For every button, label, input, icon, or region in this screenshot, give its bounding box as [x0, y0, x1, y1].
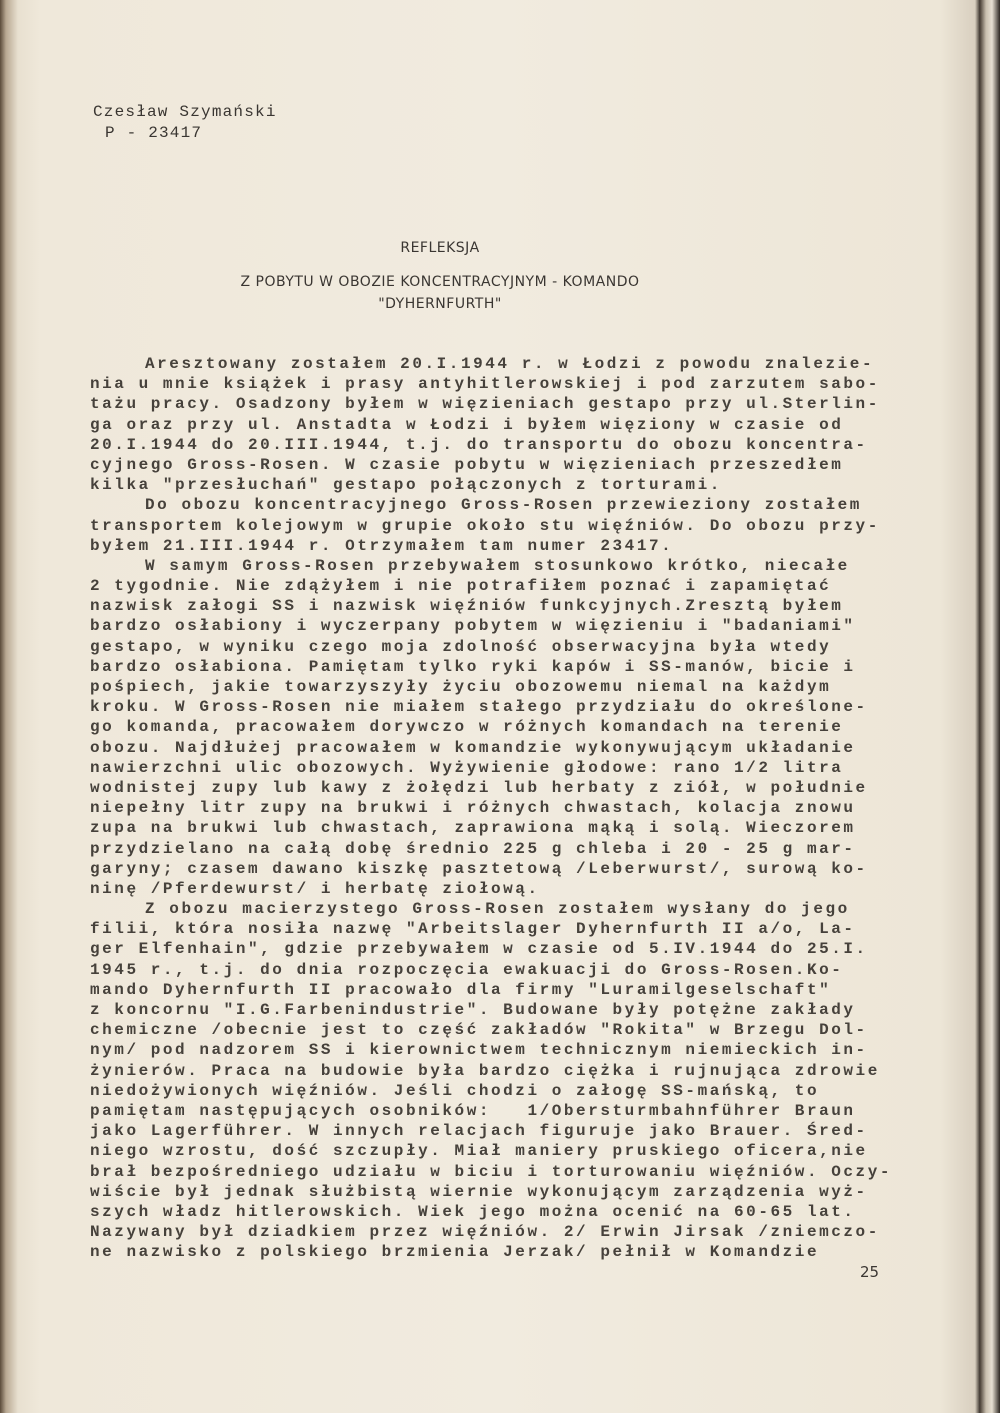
- text-line: z koncornu "I.G.Farbenindustrie". Budowane były potężne zakłady: [90, 1001, 856, 1019]
- text-line: cyjnego Gross-Rosen. W czasie pobytu w więzieniach przeszedłem: [90, 455, 844, 474]
- document-body: [90, 354, 910, 1262]
- text-line: chemiczne /obecnie jest to część zakładów "Rokita" w Brzegu Dol-: [90, 1021, 868, 1040]
- text-line: zupa na brukwi lub chwastach, zaprawiona mąką i solą. Wieczorem: [90, 819, 856, 838]
- text-line: tażu pracy. Osadzony byłem w więzieniach gestapo przy ul.Sterlin-: [90, 395, 880, 414]
- text-line: ga oraz przy ul. Anstadta w Łodzi i byłem więziony w czasie od: [90, 415, 844, 434]
- text-line: 20.I.1944 do 20.III.1944, t.j. do transportu do obozu koncentra-: [90, 435, 868, 454]
- text-line: transportem kolejowym w grupie około stu więźniów. Do obozu przy-: [90, 516, 880, 535]
- text-line: nawierzchni ulic obozowych. Wyżywienie głodowe: rano 1/2 litra: [90, 758, 844, 777]
- title-line-2: Z POBYTU W OBOZIE KONCENTRACYJNYM - KOMANDO: [240, 274, 640, 290]
- text-line: wiście był jednak służbistą wiernie wykonującym zarządzenia wyż-: [90, 1182, 868, 1201]
- page-number: 25: [860, 1263, 880, 1281]
- author-name: Czesław Szymański: [93, 103, 277, 121]
- text-line: Nazywany był dziadkiem przez więźniów. 2/ Erwin Jirsak /zniemczo-: [90, 1223, 880, 1242]
- paragraph: [90, 556, 910, 899]
- text-line: ger Elfenhain", gdzie przebywałem w czasie od 5.IV.1944 do 25.I.: [90, 940, 868, 959]
- text-line: mando Dyhernfurth II pracowało dla firmy "Luramilgeselschaft": [90, 980, 832, 999]
- page-edge: [980, 0, 1000, 1413]
- text-line: nym/ pod nadzorem SS i kierownictwem technicznym niemieckich in-: [90, 1041, 868, 1060]
- text-line: gestapo, w wyniku czego moja zdolność obserwacyjna była wtedy: [90, 637, 832, 656]
- text-line: Z obozu macierzystego Gross-Rosen zostałem wysłany do jego: [145, 900, 850, 919]
- text-line: pośpiech, jakie towarzyszyły życiu obozowemu niemal na każdym: [90, 678, 832, 696]
- text-line: przydzielano na całą dobę średnio 225 g chleba i 20 - 25 g mar-: [90, 839, 856, 858]
- paragraph: [90, 495, 910, 556]
- text-line: W samym Gross-Rosen przebywałem stosunkowo krótko, niecałe: [145, 556, 850, 575]
- text-line: jako Lagerführer. W innych relacjach figuruje jako Brauer. Śred-: [90, 1122, 868, 1141]
- text-line: obozu. Najdłużej pracowałem w komandzie wykonywującym układanie: [90, 738, 856, 757]
- text-line: ne nazwisko z polskiego brzmienia Jerzak/ pełnił w Komandzie: [90, 1243, 820, 1262]
- text-line: 2 tygodnie. Nie zdążyłem i nie potrafiłem poznać i zapamiętać: [90, 577, 832, 596]
- text-line: szych władz hitlerowskich. Wiek jego można ocenić na 60-65 lat.: [90, 1202, 856, 1221]
- text-line: kroku. W Gross-Rosen nie miałem stałego przydziału do określone-: [90, 698, 868, 717]
- text-line: żynierów. Praca na budowie była bardzo ciężka i rujnująca zdrowie: [90, 1061, 880, 1080]
- title-line-1: REFLEKSJA: [400, 240, 480, 256]
- text-line: bardzo osłabiony i wyczerpany pobytem w więzieniu i "badaniami": [90, 617, 856, 636]
- text-line: Aresztowany zostałem 20.I.1944 r. w Łodzi z powodu znalezie-: [145, 355, 875, 373]
- text-line: niedożywionych więźniów. Jeśli chodzi o załogę SS-mańską, to: [90, 1081, 820, 1100]
- text-line: wodnistej zupy lub kawy z żołędzi lub herbaty z ziół, w południe: [90, 778, 868, 797]
- paragraph: [90, 354, 910, 495]
- text-line: go komanda, pracowałem dorywczo w różnych komandach na terenie: [90, 718, 844, 737]
- title-line-3: "DYHERNFURTH": [378, 296, 502, 312]
- text-line: brał bezpośredniego udziału w biciu i torturowaniu więźniów. Oczy-: [90, 1162, 893, 1181]
- text-line: ninę /Pferdewurst/ i herbatę ziołową.: [90, 879, 540, 898]
- text-line: byłem 21.III.1944 r. Otrzymałem tam numer 23417.: [90, 536, 674, 555]
- text-line: niepełny litr zupy na brukwi i różnych chwastach, kolacja znowu: [90, 799, 856, 818]
- text-line: 1945 r., t.j. do dnia rozpoczęcia ewakuacji do Gross-Rosen.Ko-: [90, 960, 844, 979]
- text-line: garyny; czasem dawano kiszkę pasztetową /Leberwurst/, surową ko-: [90, 859, 868, 878]
- paragraph: [90, 899, 910, 1262]
- text-line: Do obozu koncentracyjnego Gross-Rosen przewieziony zostałem: [145, 496, 862, 515]
- text-line: nazwisk załogi SS i nazwisk więźniów funkcyjnych.Zresztą byłem: [90, 597, 844, 616]
- text-line: nia u mnie książek i prasy antyhitlerowskiej i pod zarzutem sabo-: [90, 375, 880, 394]
- text-line: pamiętam następujących osobników: 1/Obersturmbahnführer Braun: [90, 1101, 856, 1120]
- text-line: bardzo osłabiona. Pamiętam tylko ryki kapów i SS-manów, bicie i: [90, 657, 856, 676]
- text-line: filii, która nosiła nazwę "Arbeitslager Dyhernfurth II a/o, La-: [90, 920, 856, 939]
- text-line: niego wzrostu, dość szczupły. Miał maniery pruskiego oficera,nie: [90, 1142, 868, 1161]
- text-line: kilka "przesłuchań" gestapo połączonych z torturami.: [90, 476, 722, 495]
- prisoner-number: P - 23417: [105, 124, 203, 142]
